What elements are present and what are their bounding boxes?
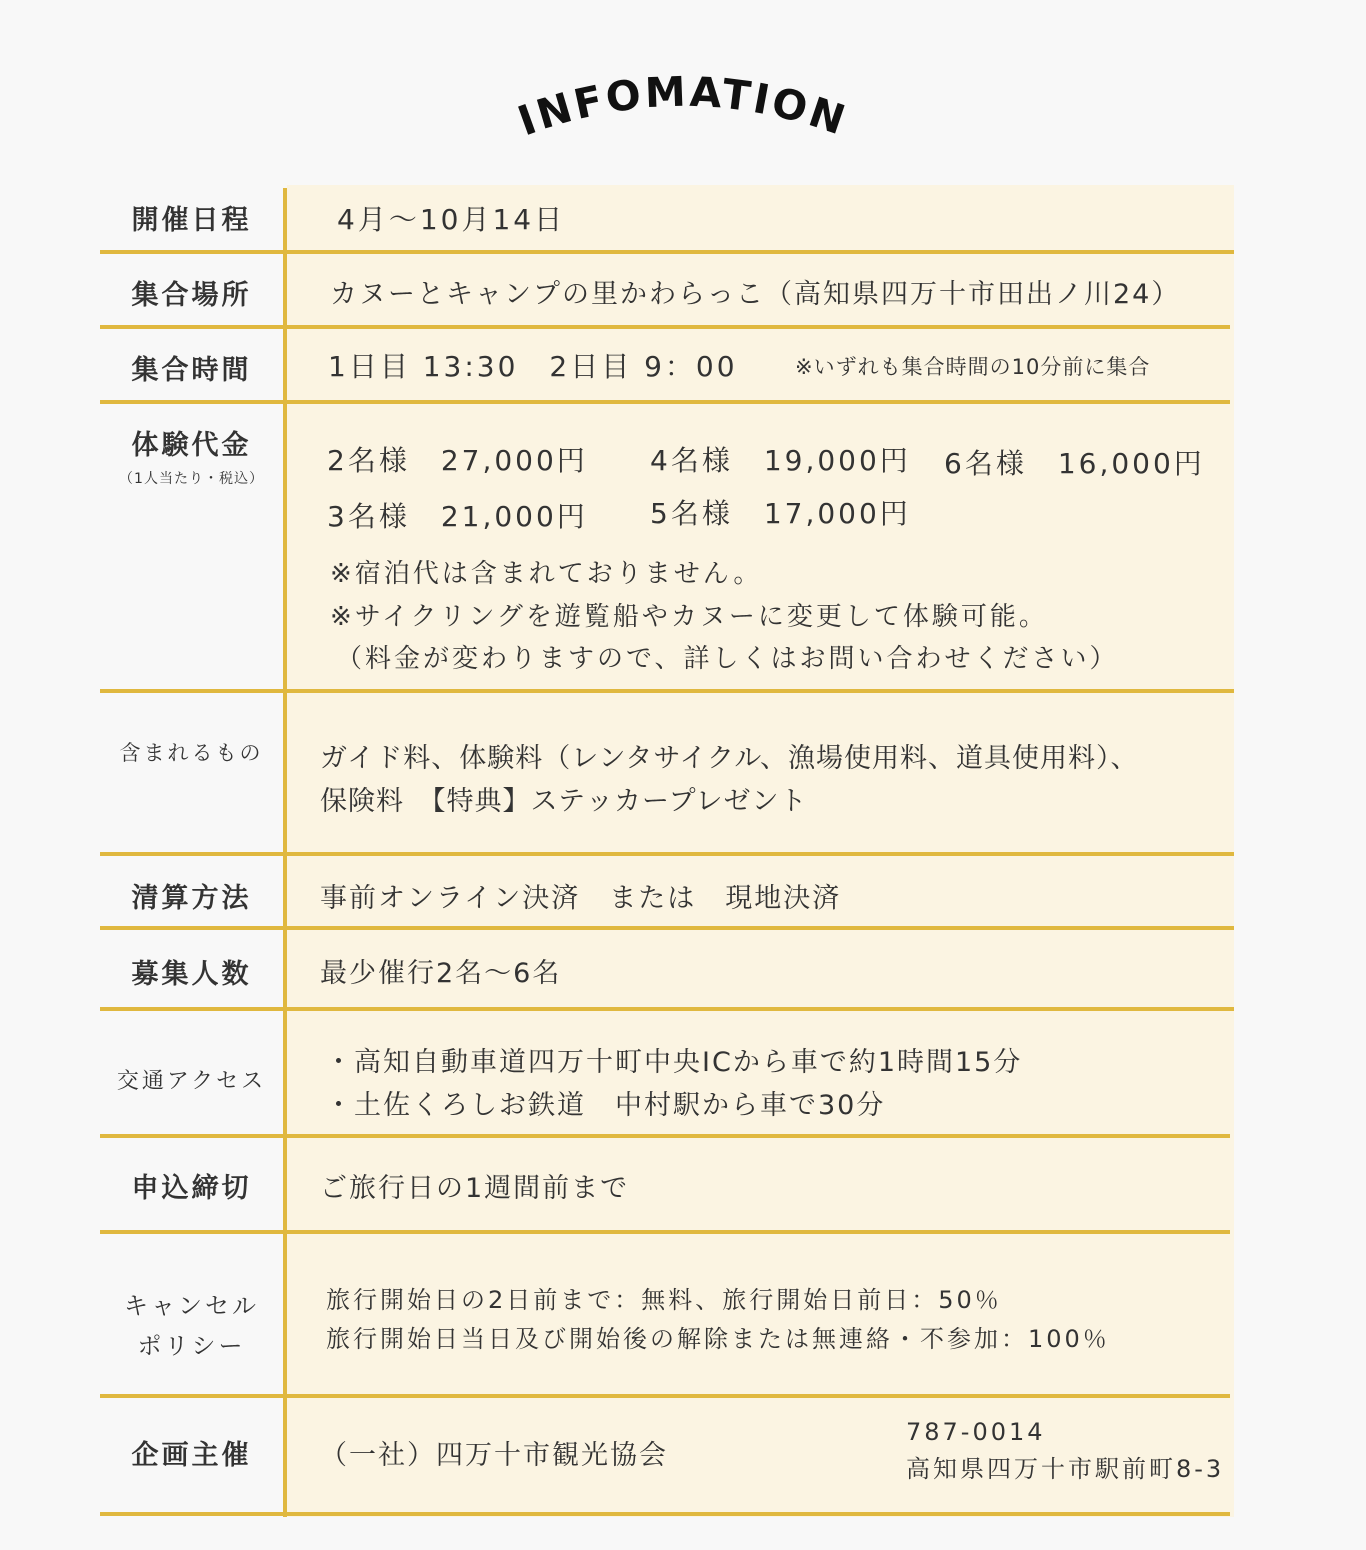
access-line-2: ・土佐くろしお鉄道 中村駅から車で30分 <box>325 1090 886 1121</box>
row-divider <box>100 852 1234 856</box>
price-label-sub: （1人当たり・税込） <box>119 471 264 487</box>
included-label: 含まれるもの <box>119 741 264 765</box>
row-divider <box>100 1230 1230 1234</box>
row-divider <box>100 1512 1230 1516</box>
price-label-text: 体験代金 <box>131 430 252 461</box>
price-label <box>100 423 283 488</box>
title-arc <box>483 58 883 168</box>
meeting-time-label: 集合時間 <box>131 355 252 386</box>
payment-label: 清算方法 <box>131 883 252 914</box>
price-note-2: ※サイクリングを遊覧船やカヌーに変更して体験可能。 <box>330 602 1048 632</box>
meeting-time-note: ※いずれも集合時間の10分前に集合 <box>795 355 1151 379</box>
schedule-label: 開催日程 <box>131 205 252 236</box>
price-5: 5名様 17,000円 <box>650 497 911 530</box>
access-line-1: ・高知自動車道四万十町中央ICから車で約1時間15分 <box>325 1047 1023 1078</box>
cancel-line-1: 旅行開始日の2日前まで：無料、旅行開始日前日：50％ <box>326 1286 1002 1314</box>
included-line-2: 保険料 【特典】ステッカープレゼント <box>320 786 808 817</box>
access-label: 交通アクセス <box>116 1069 267 1094</box>
meeting-time-value: 1日目 13:30 2日目 9：00 <box>328 350 738 383</box>
price-2: 2名様 27,000円 <box>327 444 588 477</box>
row-divider <box>100 926 1234 930</box>
row-divider <box>100 400 1230 404</box>
row-divider <box>100 325 1230 329</box>
price-note-1: ※宿泊代は含まれておりません。 <box>330 559 763 589</box>
organizer-label: 企画主催 <box>131 1440 252 1471</box>
schedule-value: 4月〜10月14日 <box>337 203 566 236</box>
row-divider <box>100 1394 1230 1398</box>
cancel-label-1: キャンセル <box>124 1292 259 1320</box>
title-text: INFOMATION <box>511 67 854 146</box>
row-divider <box>100 1007 1234 1011</box>
row-divider <box>100 1134 1230 1138</box>
row-divider <box>100 689 1234 693</box>
meeting-place-label: 集合場所 <box>131 280 252 311</box>
payment-value: 事前オンライン決済 または 現地決済 <box>320 883 842 914</box>
row-divider <box>100 250 1234 254</box>
price-6: 6名様 16,000円 <box>944 447 1205 480</box>
organizer-address: 高知県四万十市駅前町8-3 <box>906 1455 1225 1483</box>
capacity-value: 最少催行2名〜6名 <box>320 958 562 989</box>
organizer-value: （一社）四万十市観光協会 <box>320 1440 668 1471</box>
page-title <box>483 58 883 168</box>
deadline-value: ご旅行日の1週間前まで <box>320 1173 630 1204</box>
included-line-1: ガイド料、体験料（レンタサイクル、漁場使用料、道具使用料）、 <box>320 743 1139 774</box>
cancel-label-2: ポリシー <box>137 1332 246 1360</box>
capacity-label: 募集人数 <box>131 959 252 990</box>
price-3: 3名様 21,000円 <box>327 500 588 533</box>
organizer-zip: 787-0014 <box>906 1418 1046 1446</box>
price-4: 4名様 19,000円 <box>650 444 911 477</box>
deadline-label: 申込締切 <box>131 1173 252 1204</box>
price-note-3: （料金が変わりますので、詳しくはお問い合わせください） <box>336 644 1119 674</box>
cancel-line-2: 旅行開始日当日及び開始後の解除または無連絡・不参加：100％ <box>326 1325 1110 1353</box>
meeting-place-value: カヌーとキャンプの里かわらっこ（高知県四万十市田出ノ川24） <box>330 279 1181 310</box>
